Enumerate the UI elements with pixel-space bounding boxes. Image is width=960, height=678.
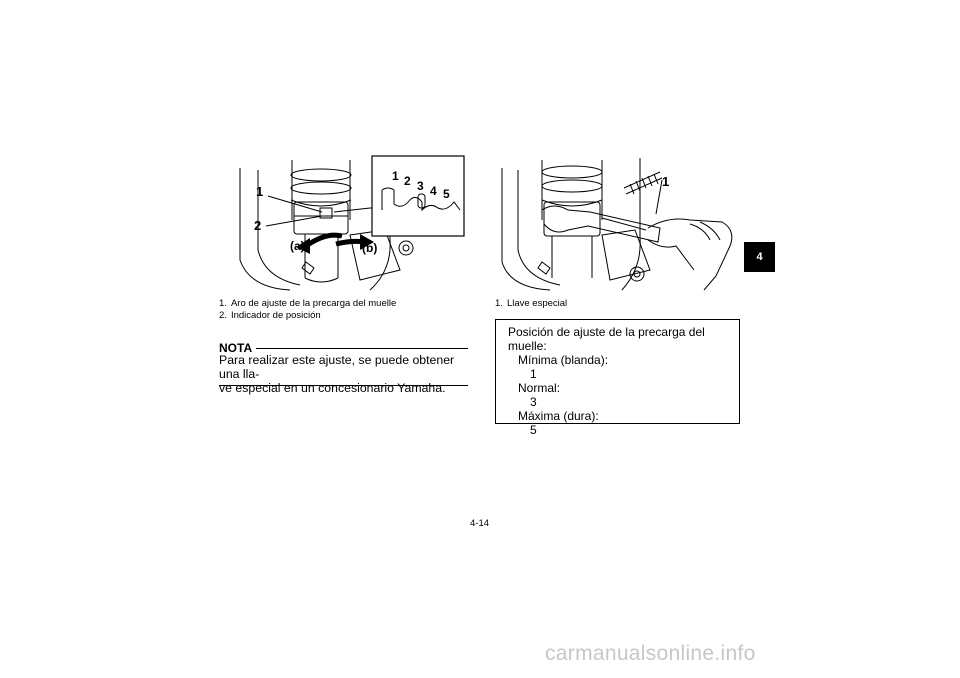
preload-settings-box (495, 319, 740, 437)
caption-item: 1. Llave especial (495, 298, 568, 309)
note-bottom-rule (219, 385, 468, 386)
note-title-rule (256, 348, 468, 349)
normal-label: Normal: (518, 381, 561, 395)
settings-heading: Posición de ajuste de la precarga del muelle: (508, 325, 705, 353)
max-label: Máxima (dura): (518, 409, 599, 423)
inset-number-5: 5 (443, 187, 450, 201)
caption-item: 1. Aro de ajuste de la precarga del muelle (219, 298, 397, 309)
direction-a-label: (a) (290, 239, 305, 253)
caption-item: 2. Indicador de posición (219, 310, 321, 321)
inset-number-3: 3 (417, 179, 424, 193)
inset-number-4: 4 (430, 184, 437, 198)
section-tab: 4 (744, 242, 775, 272)
direction-b-label: (b) (362, 241, 378, 255)
min-value: 1 (530, 367, 537, 381)
watermark: carmanualsonline.info (545, 642, 756, 665)
left-figure-caption (219, 298, 396, 322)
page-number: 4-14 (470, 518, 490, 529)
callout-wrench: 1 (662, 174, 670, 189)
note-title: NOTA (219, 341, 253, 355)
normal-value: 3 (530, 395, 537, 409)
callout-2: 2 (254, 218, 262, 233)
note-line: Para realizar este ajuste, se puede obtener una lla- (219, 353, 455, 381)
inset-number-1: 1 (392, 169, 399, 183)
min-label: Mínima (blanda): (518, 353, 609, 367)
max-value: 5 (530, 423, 537, 437)
inset-number-2: 2 (404, 174, 411, 188)
note-line: ve especial en un concesionario Yamaha. (219, 381, 446, 395)
right-figure-caption (495, 298, 567, 310)
spring-preload-ring-illustration (210, 150, 472, 292)
callout-1: 1 (256, 184, 264, 199)
special-wrench-illustration (490, 150, 740, 292)
note-text (219, 353, 469, 395)
